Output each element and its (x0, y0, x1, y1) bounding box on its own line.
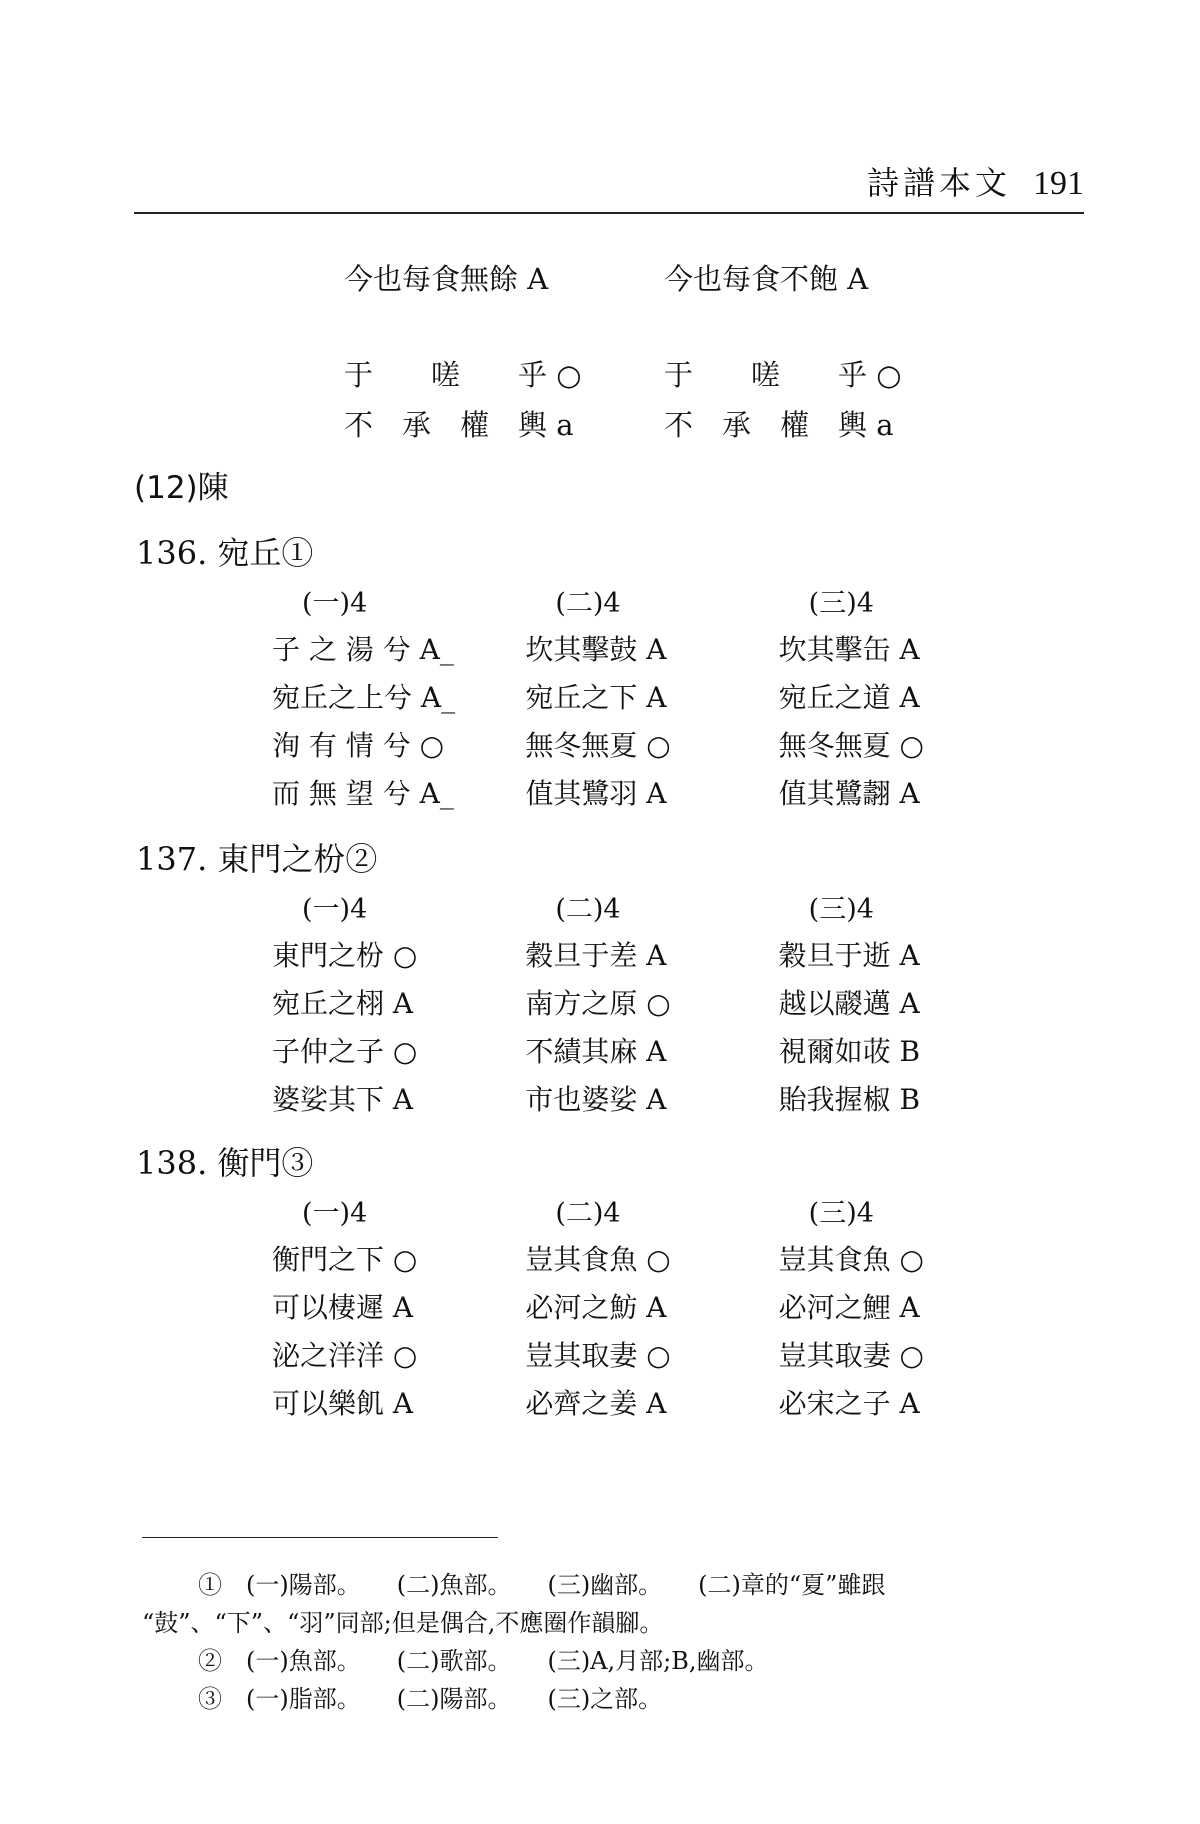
footnote-line: ② (一)魚部。 (二)歌部。 (三)A,月部;B,幽部。 (198, 1647, 769, 1675)
verse-cell: 必宋之子 A (778, 1387, 920, 1420)
stanza-headings (272, 1186, 1032, 1234)
verse-row (272, 978, 1032, 1026)
verse-cell: 無冬無夏 ○ (778, 729, 924, 762)
running-head (867, 158, 1084, 204)
verse-row (272, 720, 1032, 768)
verse-cell: 市也婆娑 A (525, 1083, 667, 1116)
verse-cell: 必河之鯉 A (778, 1291, 920, 1324)
stanza-heading: (三)4 (808, 1197, 874, 1229)
verse-cell: 視爾如荍 B (778, 1035, 921, 1068)
stanza-heading: (二)4 (555, 1197, 621, 1229)
verse-cell: 今也每食無餘 A (344, 261, 549, 296)
verse-line (344, 252, 984, 302)
verse-cell: 穀旦于逝 A (778, 939, 920, 972)
verse-cell: 于 嗟 乎 ○ (344, 357, 582, 392)
verse-row (272, 624, 1032, 672)
verse-cell: 豈其食魚 ○ (778, 1243, 924, 1276)
poem-title: 136. 宛丘① (136, 534, 314, 572)
verse-cell: 可以樂飢 A (272, 1387, 414, 1420)
verse-cell: 婆娑其下 A (272, 1083, 414, 1116)
poem-stanzas (272, 882, 1032, 1122)
verse-cell: 不績其麻 A (525, 1035, 667, 1068)
running-head-title: 詩譜本文 (866, 164, 1011, 202)
verse-cell: 無冬無夏 ○ (525, 729, 671, 762)
footnote-line: ③ (一)脂部。 (二)陽部。 (三)之部。 (198, 1685, 663, 1713)
verse-cell: 豈其取妻 ○ (525, 1339, 671, 1372)
continued-stanza (344, 252, 984, 448)
footnote-line: ① (一)陽部。 (二)魚部。 (三)幽部。 (二)章的“夏”雖跟 (198, 1571, 886, 1599)
footnote-line: “鼓”、“下”、“羽”同部;但是偶合,不應圈作韻腳。 (142, 1609, 664, 1637)
stanza-heading: (三)4 (808, 893, 874, 925)
verse-cell: 衡門之下 ○ (272, 1243, 418, 1276)
verse-row (272, 1282, 1032, 1330)
stanza-headings (272, 882, 1032, 930)
verse-row (272, 930, 1032, 978)
footnotes (142, 1566, 1102, 1718)
verse-cell: 值其鷺翿 A (778, 777, 920, 810)
stanza-headings (272, 576, 1032, 624)
verse-row (272, 1378, 1032, 1426)
verse-cell: 宛丘之栩 A (272, 987, 414, 1020)
verse-cell: 而 無 望 兮 A_ (272, 777, 454, 810)
verse-cell: 今也每食不飽 A (664, 261, 869, 296)
verse-row (272, 768, 1032, 816)
verse-cell: 穀旦于差 A (525, 939, 667, 972)
poem-title: 137. 東門之枌② (136, 840, 378, 878)
stanza-heading: (一)4 (302, 587, 368, 619)
page-number: 191 (1033, 165, 1084, 202)
verse-cell: 泌之洋洋 ○ (272, 1339, 418, 1372)
stanza-heading: (二)4 (555, 587, 621, 619)
verse-cell: 宛丘之上兮 A_ (272, 681, 456, 714)
verse-cell: 可以棲遲 A (272, 1291, 414, 1324)
stanza-heading: (二)4 (555, 893, 621, 925)
section-heading: (12)陳 (134, 470, 229, 506)
verse-cell: 必齊之姜 A (525, 1387, 667, 1420)
poem-title: 138. 衡門③ (136, 1144, 314, 1182)
verse-cell: 坎其擊缶 A (778, 633, 920, 666)
stanza-heading: (一)4 (302, 1197, 368, 1229)
verse-cell: 豈其食魚 ○ (525, 1243, 671, 1276)
verse-cell: 值其鷺羽 A (525, 777, 667, 810)
verse-cell: 豈其取妻 ○ (778, 1339, 924, 1372)
verse-cell: 于 嗟 乎 ○ (664, 357, 902, 392)
verse-cell: 宛丘之下 A (525, 681, 667, 714)
poem-stanzas (272, 576, 1032, 816)
verse-cell: 越以鬷邁 A (778, 987, 920, 1020)
verse-cell: 不 承 權 輿 a (664, 407, 894, 442)
verse-row (272, 1074, 1032, 1122)
verse-row (272, 1330, 1032, 1378)
verse-cell: 東門之枌 ○ (272, 939, 418, 972)
verse-line (344, 398, 984, 448)
verse-cell: 坎其擊鼓 A (525, 633, 667, 666)
verse-row (272, 1234, 1032, 1282)
verse-row (272, 672, 1032, 720)
verse-cell: 南方之原 ○ (525, 987, 671, 1020)
verse-cell: 宛丘之道 A (778, 681, 920, 714)
verse-line (344, 348, 984, 398)
stanza-heading: (三)4 (808, 587, 874, 619)
verse-cell: 不 承 權 輿 a (344, 407, 574, 442)
footnote-rule (142, 1537, 498, 1538)
verse-cell: 貽我握椒 B (778, 1083, 921, 1116)
header-rule (134, 212, 1084, 214)
verse-row (272, 1026, 1032, 1074)
stanza-heading: (一)4 (302, 893, 368, 925)
verse-cell: 子 之 湯 兮 A_ (272, 633, 454, 666)
verse-cell: 必河之魴 A (525, 1291, 667, 1324)
verse-cell: 子仲之子 ○ (272, 1035, 418, 1068)
verse-cell: 洵 有 情 兮 ○ (272, 729, 445, 762)
poem-stanzas (272, 1186, 1032, 1426)
